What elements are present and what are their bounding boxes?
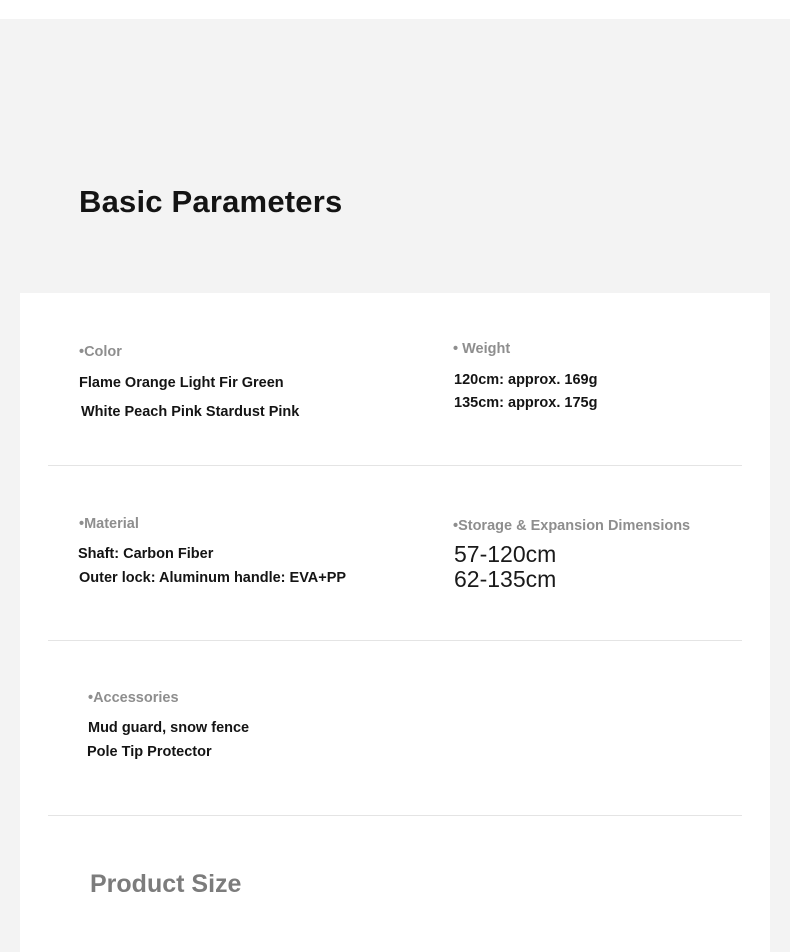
page-title: Basic Parameters <box>79 184 343 219</box>
accessories-label: •Accessories <box>88 690 179 706</box>
weight-label: • Weight <box>453 341 511 357</box>
section-title: Product Size <box>90 870 242 898</box>
weight-value-line-2: 135cm: approx. 175g <box>454 395 598 411</box>
parameters-panel <box>20 293 770 952</box>
storage-label: •Storage & Expansion Dimensions <box>453 518 691 534</box>
row-divider <box>48 640 742 641</box>
accessories-value-line-2: Pole Tip Protector <box>87 744 212 760</box>
storage-value-line-2: 62-135cm <box>454 566 557 592</box>
material-label: •Material <box>79 516 139 532</box>
row-divider <box>48 815 742 816</box>
storage-value-line-1: 57-120cm <box>454 541 557 567</box>
material-value-line-1: Shaft: Carbon Fiber <box>78 546 214 562</box>
color-value-line-1: Flame Orange Light Fir Green <box>79 375 284 391</box>
weight-value-line-1: 120cm: approx. 169g <box>454 372 598 388</box>
row-divider <box>48 465 742 466</box>
color-label: •Color <box>79 344 122 360</box>
material-value-line-2: Outer lock: Aluminum handle: EVA+PP <box>79 570 347 586</box>
accessories-value-line-1: Mud guard, snow fence <box>88 720 250 736</box>
color-value-line-2: White Peach Pink Stardust Pink <box>81 404 300 420</box>
